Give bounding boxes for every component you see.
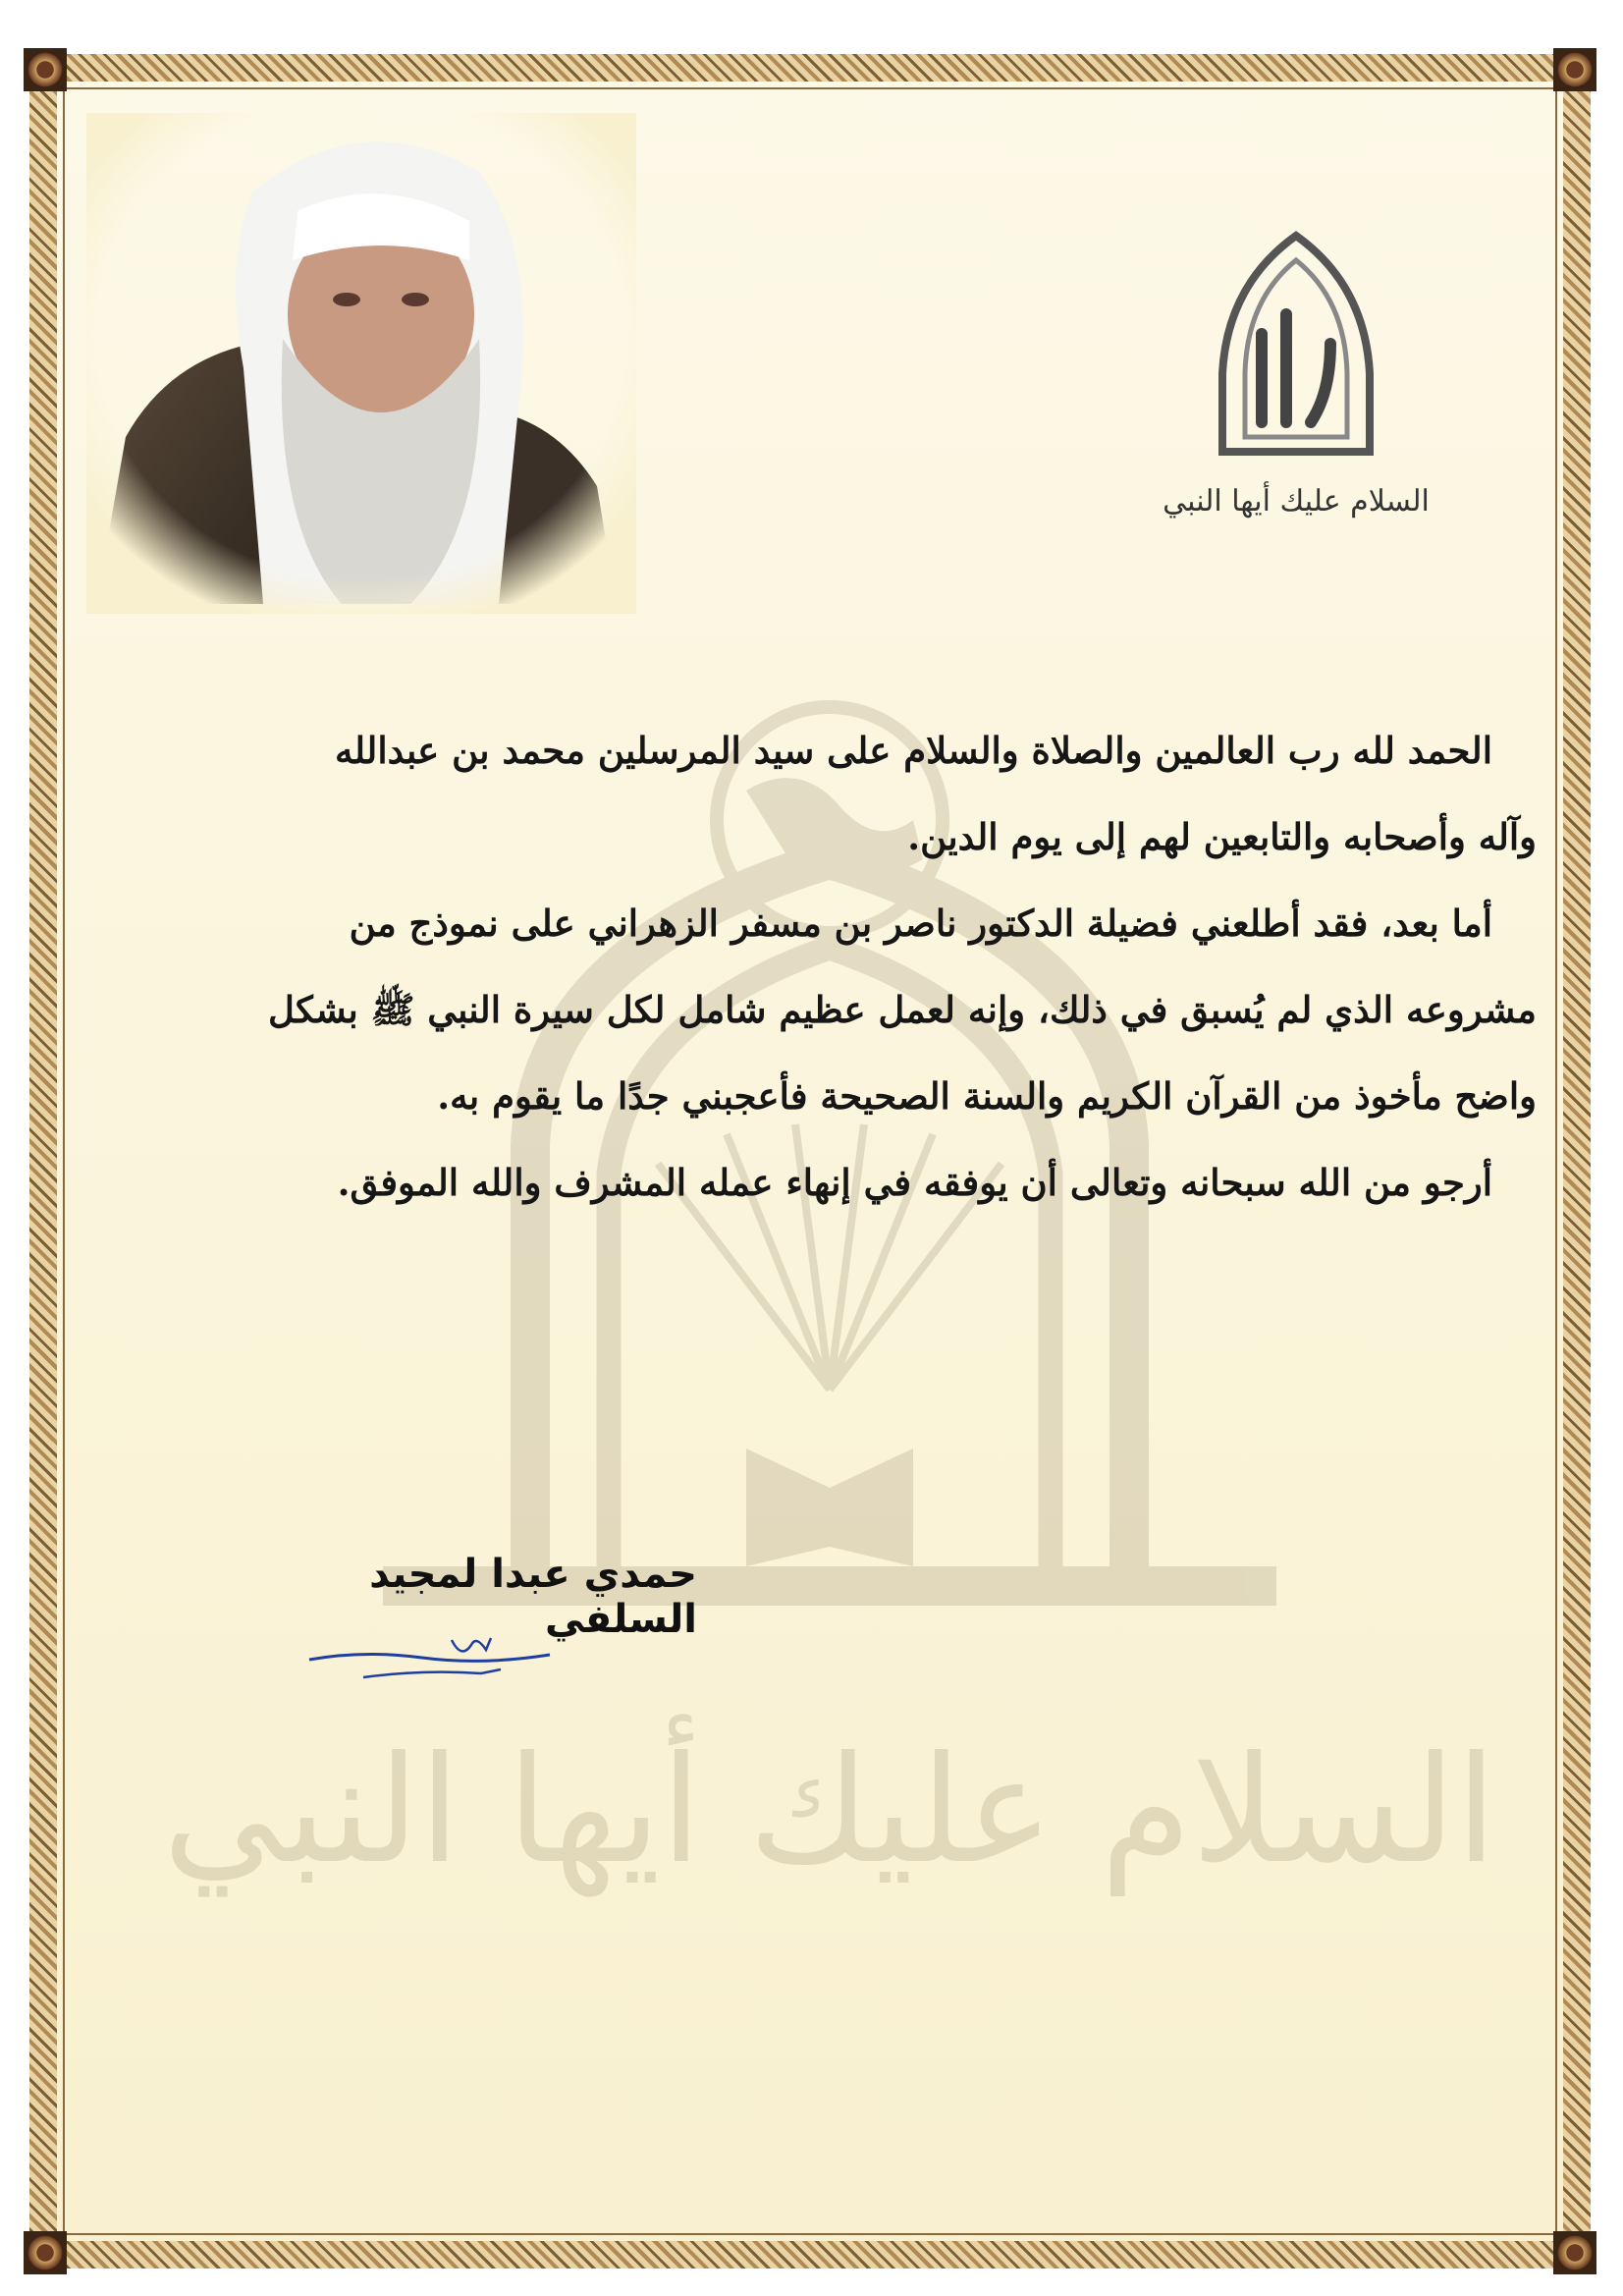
corner-ornament-icon [1553,48,1596,91]
letter-body [113,707,1537,1226]
letter-line: الحمد لله رب العالمين والصلاة والسلام على سيد المرسلين محمد بن عبدالله [334,729,1492,772]
portrait-photo [86,113,636,614]
handwritten-signature [304,1630,560,1699]
letter-page [29,54,1591,2269]
watermark-caption: السلام عليك أيها النبي [162,1725,1497,1896]
salam-logo-icon [1163,226,1430,560]
logo-caption: السلام عليك أيها النبي [1163,484,1430,519]
letter-line: مشروعه الذي لم يُسبق في ذلك، وإنه لعمل عظيم شامل لكل سيرة النبي ﷺ بشكل [268,988,1537,1031]
corner-ornament-icon [24,48,67,91]
corner-ornament-icon [24,2231,67,2274]
corner-ornament-icon [1553,2231,1596,2274]
letter-line: وآله وأصحابه والتابعين لهم إلى يوم الدين. [907,815,1537,858]
letter-line: واضح مأخوذ من القرآن الكريم والسنة الصحيحة فأعجبني جدًا ما يقوم به. [437,1074,1537,1118]
letter-line: أما بعد، فقد أطلعني فضيلة الدكتور ناصر بن مسفر الزهراني على نموذج من [349,902,1492,945]
letter-line: أرجو من الله سبحانه وتعالى أن يوفقه في إنهاء عمله المشرف والله الموفق. [337,1161,1492,1204]
signatory-name: حمدي عبدا لمجيد السلفي [369,1552,697,1642]
